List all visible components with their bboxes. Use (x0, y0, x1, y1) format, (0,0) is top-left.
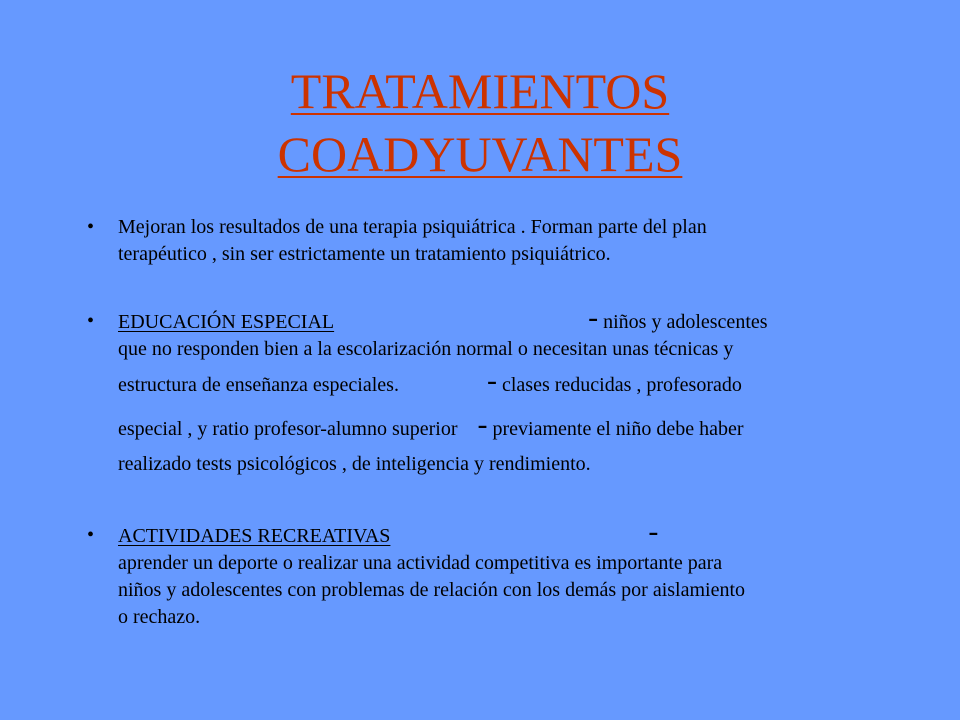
educacion-text-4b: previamente el niño debe haber (487, 418, 744, 440)
bullet-educacion-line-5: realizado tests psicológicos , de inteligencia y rendimiento. (118, 453, 591, 475)
bullet-dot: • (87, 216, 95, 238)
educacion-text-4a: especial , y ratio profesor-alumno superior (118, 418, 458, 440)
educacion-especial-heading: EDUCACIÓN ESPECIAL (118, 311, 335, 333)
educacion-text-3b: clases reducidas , profesorado (496, 374, 742, 396)
bullet-dot: • (87, 524, 95, 546)
title-line-2: COADYUVANTES (277, 126, 683, 182)
educacion-text-1: niños y adolescentes (598, 311, 768, 333)
bullet-educacion-especial (87, 301, 887, 478)
bullet-actividades-recreativas (87, 515, 887, 631)
bullet-actividades-line-4: o rechazo. (118, 606, 201, 628)
dash-separator: - (588, 301, 599, 334)
dash-separator: - (477, 408, 488, 441)
actividades-recreativas-heading: ACTIVIDADES RECREATIVAS (118, 525, 391, 547)
educacion-text-3a: estructura de enseñanza especiales. (118, 374, 399, 396)
bullet-intro-line-2: terapéutico , sin ser estrictamente un tratamiento psiquiátrico. (118, 243, 611, 265)
bullet-dot: • (87, 310, 95, 332)
bullet-educacion-line-4 (118, 407, 887, 451)
bullet-intro (87, 214, 887, 268)
bullet-educacion-line-3 (118, 363, 887, 407)
bullet-intro-line-1: Mejoran los resultados de una terapia psiquiátrica . Forman parte del plan (118, 216, 707, 238)
bullet-educacion-line-2: que no responden bien a la escolarización normal o necesitan unas técnicas y (118, 338, 734, 360)
bullet-educacion-line-1 (118, 301, 887, 336)
title-line-1: TRATAMIENTOS (290, 63, 670, 119)
bullet-list (87, 214, 887, 631)
dash-separator: - (648, 515, 659, 548)
bullet-actividades-line-1 (118, 515, 887, 550)
slide-title (0, 60, 960, 186)
bullet-actividades-line-3: niños y adolescentes con problemas de relación con los demás por aislamiento (118, 579, 746, 601)
dash-separator: - (486, 364, 497, 397)
bullet-actividades-line-2: aprender un deporte o realizar una actividad competitiva es importante para (118, 552, 723, 574)
